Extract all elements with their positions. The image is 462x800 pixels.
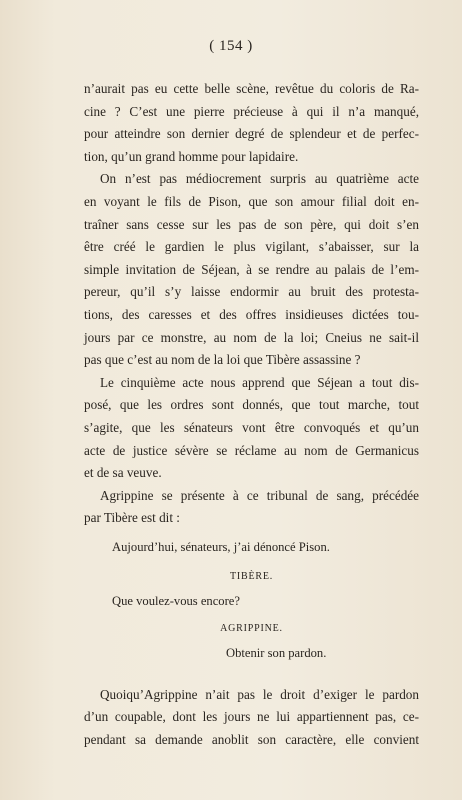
closing-paragraph: [84, 684, 419, 752]
text-line: On n’est pas médiocrement surpris au quatrième acte: [100, 171, 419, 187]
text-line: tion, qu’un grand homme pour lapidaire.: [84, 148, 299, 164]
page-body: [84, 78, 419, 752]
text-line: pendant sa demande anoblit son caractère, elle convient: [84, 732, 419, 748]
text-line: simple invitation de Séjean, à se rendre au palais de l’em-: [84, 261, 419, 277]
text-line: et de sa veuve.: [84, 465, 162, 481]
paragraph-3: [84, 372, 419, 485]
text-line: en voyant le fils de Pison, que son amour filial doit en-: [84, 193, 419, 209]
text-line: tions, des caresses et des offres insidieuses dictées tou-: [84, 306, 419, 322]
verse-line-2: Que voulez-vous encore?: [112, 593, 240, 608]
text-line: Agrippine se présente à ce tribunal de sang, précédée: [100, 487, 419, 503]
verse-line-3: Obtenir son pardon.: [226, 645, 327, 660]
text-line: jours par ce monstre, au nom de la loi; Cneius ne sait-il: [84, 329, 419, 345]
text-line: Quoiqu’Agrippine n’ait pas le droit d’exiger le pardon: [100, 686, 419, 702]
text-line: n’aurait pas eu cette belle scène, revêtue du coloris de Ra-: [84, 81, 419, 96]
paragraph-2: [84, 168, 419, 371]
text-line: par Tibère est dit :: [84, 510, 180, 526]
text-line: d’un coupable, dont les jours ne lui appartiennent pas, ce-: [84, 709, 419, 725]
page-number: ( 154 ): [209, 38, 253, 54]
speaker-tibere: TIBÈRE.: [229, 570, 274, 582]
text-line: Le cinquième acte nous apprend que Séjean a tout dis-: [100, 374, 419, 390]
paragraph-4: [84, 485, 419, 530]
text-line: pereur, qu’il s’y laisse endormir au bruit des protesta-: [84, 284, 419, 300]
speaker-agrippine: AGRIPPINE.: [220, 622, 283, 634]
text-line: cine ? C’est une pierre précieuse à qui il n’a manqué,: [84, 103, 419, 119]
paragraph-1: [84, 78, 419, 168]
text-line: traîner sans cesse sur les pas de son père, qui doit s’en: [84, 216, 419, 232]
text-line: s’agite, que les sénateurs vont être convoqués et qu’un: [84, 419, 419, 435]
text-line: acte de justice sévère se réclame au nom de Germanicus: [84, 442, 419, 458]
text-line: être créé le gardien le plus vigilant, s’abaisser, sur la: [84, 239, 419, 255]
text-line: pas que c’est au nom de la loi que Tibère assassine ?: [84, 352, 361, 368]
text-line: posé, que les ordres sont donnés, que tout marche, tout: [84, 397, 419, 413]
text-line: pour atteindre son dernier degré de splendeur et de perfec-: [84, 126, 419, 142]
verse-line-1: Aujourd’hui, sénateurs, j’ai dénoncé Pison.: [112, 539, 330, 554]
